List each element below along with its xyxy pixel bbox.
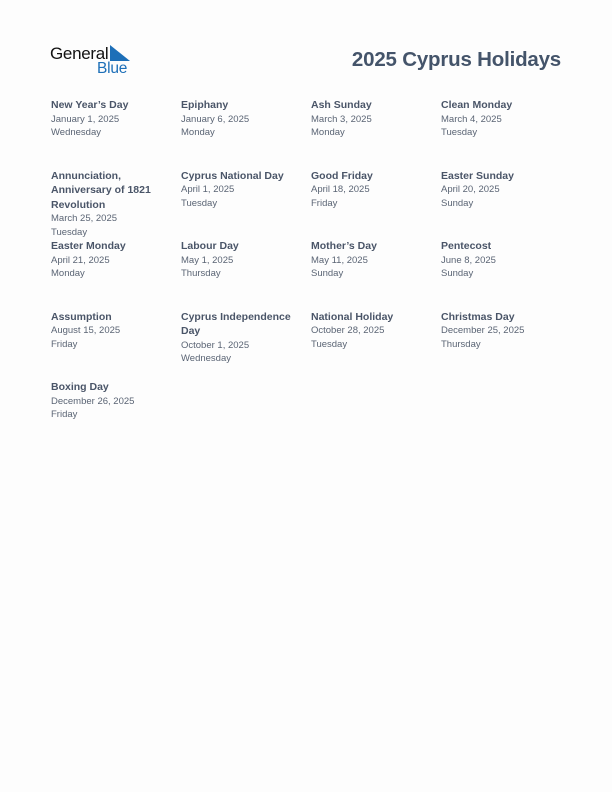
holiday-weekday: Tuesday [441, 127, 478, 138]
holiday-name: Pentecost [441, 240, 492, 252]
holiday-weekday: Tuesday [51, 226, 88, 238]
holiday-name: Mother’s Day [311, 240, 377, 252]
holiday-name: Boxing Day [51, 381, 109, 393]
holiday-name: Cyprus National Day [181, 169, 284, 182]
holiday-weekday: Wednesday [181, 353, 231, 364]
holiday-name: Labour Day [181, 240, 239, 252]
holiday-weekday: Thursday [441, 338, 481, 350]
logo-triangle-icon [110, 45, 130, 61]
holiday-date: April 18, 2025 [311, 184, 370, 195]
holiday-item [311, 169, 441, 240]
logo [50, 44, 140, 80]
holiday-item [441, 98, 571, 169]
holiday-date: April 1, 2025 [181, 184, 235, 195]
holiday-weekday: Friday [51, 338, 78, 350]
holiday-name: Clean Monday [441, 99, 513, 111]
holiday-weekday: Tuesday [311, 338, 348, 350]
holiday-item [311, 98, 441, 169]
holiday-name: Assumption [51, 310, 112, 323]
holiday-item [311, 310, 441, 381]
holiday-item [51, 380, 181, 451]
holiday-date: May 11, 2025 [311, 254, 368, 266]
holiday-name: Easter Monday [51, 240, 126, 252]
holiday-date: March 25, 2025 [51, 213, 118, 224]
holiday-weekday: Sunday [311, 268, 344, 279]
holiday-item [51, 169, 181, 240]
holiday-weekday: Monday [311, 127, 345, 138]
holiday-item [181, 98, 311, 169]
logo-text-general: General [50, 44, 109, 63]
holiday-name: Easter Sunday [441, 169, 514, 182]
holiday-weekday: Monday [51, 268, 85, 279]
holiday-weekday: Thursday [181, 268, 221, 279]
holiday-date: June 8, 2025 [441, 254, 496, 266]
holiday-weekday: Monday [181, 127, 215, 138]
holiday-date: April 20, 2025 [441, 184, 500, 195]
logo-text-blue: Blue [97, 60, 128, 77]
holiday-name: National Holiday [311, 310, 394, 323]
holiday-weekday: Sunday [441, 197, 474, 209]
holiday-item [311, 239, 441, 310]
holiday-weekday: Tuesday [181, 197, 218, 209]
holiday-item [441, 310, 571, 381]
holiday-name: Ash Sunday [311, 99, 372, 111]
holiday-name: Cyprus Independence Day [181, 310, 291, 337]
holiday-item [51, 310, 181, 381]
holiday-date: May 1, 2025 [181, 254, 234, 266]
holiday-date: December 25, 2025 [441, 325, 525, 336]
holiday-item [441, 169, 571, 240]
holiday-grid [51, 98, 571, 451]
holiday-date: December 26, 2025 [51, 395, 135, 407]
holiday-date: October 28, 2025 [311, 325, 385, 336]
holiday-date: January 6, 2025 [181, 113, 250, 125]
holiday-name: Epiphany [181, 99, 229, 111]
holiday-date: March 4, 2025 [441, 113, 502, 125]
holiday-date: April 21, 2025 [51, 254, 110, 266]
holiday-item [181, 169, 311, 240]
holiday-date: March 3, 2025 [311, 113, 372, 125]
holiday-date: August 15, 2025 [51, 325, 121, 336]
holiday-item [181, 310, 311, 381]
holiday-item [51, 239, 181, 310]
holiday-date: January 1, 2025 [51, 113, 120, 125]
holiday-item [181, 239, 311, 310]
holiday-weekday: Wednesday [51, 127, 101, 138]
holiday-weekday: Friday [51, 409, 78, 420]
holiday-date: October 1, 2025 [181, 339, 250, 351]
holiday-weekday: Friday [311, 197, 338, 209]
holiday-item [441, 239, 571, 310]
holiday-name: Christmas Day [441, 310, 515, 323]
holiday-name: Annunciation, Anniversary of 1821 Revolution [51, 169, 151, 211]
holiday-name: New Year’s Day [51, 99, 129, 111]
holiday-item [51, 98, 181, 169]
page-title: 2025 Cyprus Holidays [351, 48, 561, 71]
holiday-weekday: Sunday [441, 268, 474, 279]
holiday-name: Good Friday [311, 169, 373, 182]
